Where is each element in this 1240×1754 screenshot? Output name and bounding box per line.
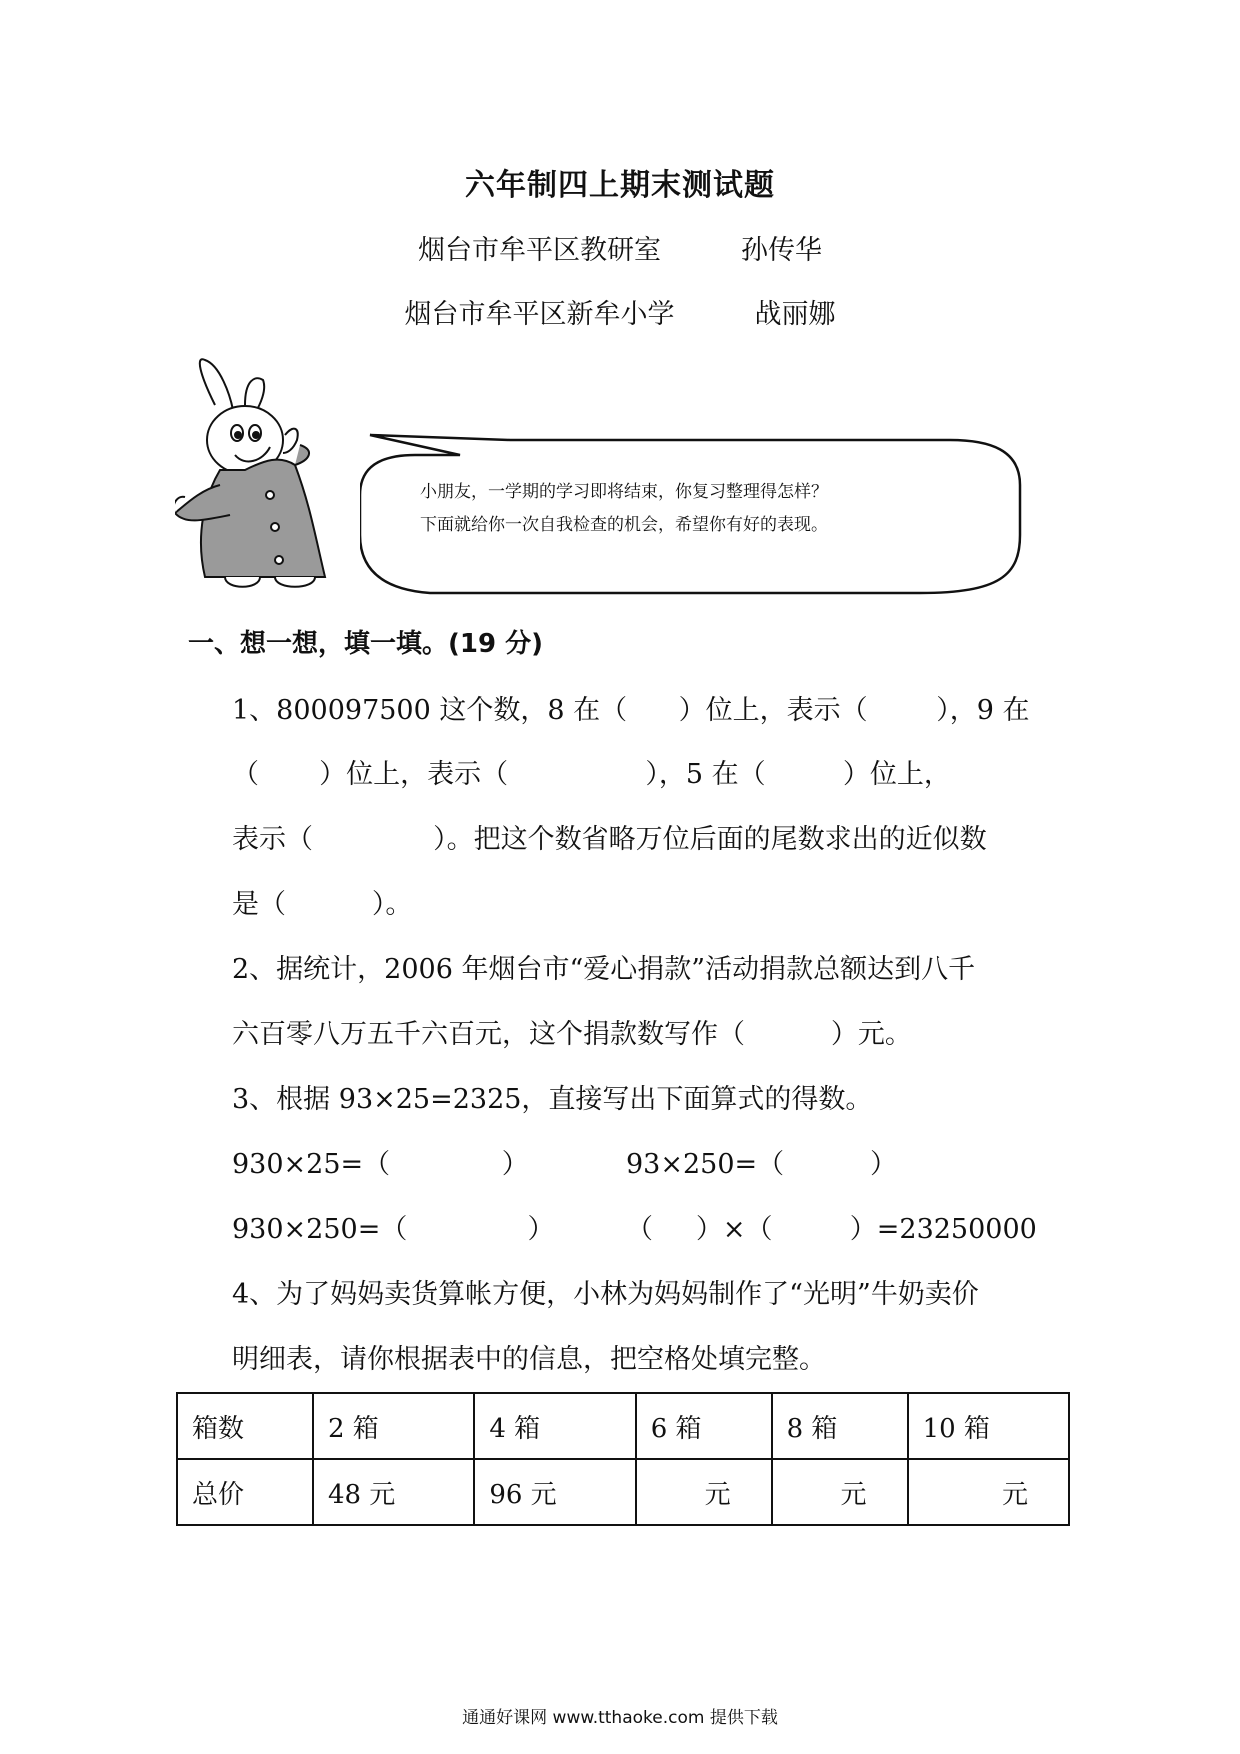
calc-item: 930×250=（ ） — [232, 1214, 555, 1245]
bubble-line: 小朋友，一学期的学习即将结束，你复习整理得怎样？ — [420, 482, 828, 502]
table-cell: 箱数 — [177, 1393, 313, 1459]
author-org: 烟台市牟平区教研室 — [418, 235, 661, 266]
table-cell: 总价 — [177, 1459, 313, 1525]
question-line: 4、为了妈妈卖货算帐方便，小林为妈妈制作了“光明”牛奶卖价 — [232, 1279, 979, 1310]
author-line-1 — [0, 228, 1240, 267]
table-cell-blank: 元 — [908, 1459, 1069, 1525]
footer-credit: 通通好课网 www.tthaoke.com 提供下载 — [462, 1708, 778, 1728]
question-line: 明细表，请你根据表中的信息，把空格处填完整。 — [232, 1344, 826, 1375]
calc-item: 930×25=（ ） — [232, 1149, 529, 1180]
table-cell: 6 箱 — [636, 1393, 772, 1459]
question-line: 表示（ ）。把这个数省略万位后面的尾数求出的近似数 — [232, 824, 987, 855]
table-cell: 96 元 — [474, 1459, 635, 1525]
table-cell: 4 箱 — [474, 1393, 635, 1459]
calc-item: 93×250=（ ） — [626, 1149, 897, 1180]
author-line-2 — [0, 292, 1240, 331]
question-line: 3、根据 93×25=2325，直接写出下面算式的得数。 — [232, 1084, 873, 1115]
table-cell: 8 箱 — [772, 1393, 908, 1459]
section-heading: 一、想一想，填一填。(19 分) — [188, 629, 543, 659]
author-name: 战丽娜 — [754, 299, 836, 330]
question-line: 2、据统计，2006 年烟台市“爱心捐款”活动捐款总额达到八千 — [232, 954, 976, 985]
table-row — [177, 1459, 1069, 1525]
bubble-line: 下面就给你一次自我检查的机会，希望你有好的表现。 — [420, 515, 828, 535]
bubble-text — [420, 476, 828, 542]
question-line: 1、800097500 这个数，8 在（ ）位上，表示（ ），9 在 — [232, 695, 1030, 726]
table-cell: 2 箱 — [313, 1393, 474, 1459]
table-cell: 10 箱 — [908, 1393, 1069, 1459]
price-table — [176, 1392, 1070, 1526]
question-line: （ ）位上，表示（ ），5 在（ ）位上， — [232, 759, 951, 790]
question-line: 六百零八万五千六百元，这个捐款数写作（ ）元。 — [232, 1019, 912, 1050]
rabbit-mascot-illustration — [175, 355, 365, 595]
table-cell-blank: 元 — [636, 1459, 772, 1525]
page-title: 六年制四上期末测试题 — [465, 168, 775, 203]
calc-item: （ ）×（ ）=23250000 — [626, 1214, 1037, 1245]
author-name: 孙传华 — [741, 235, 822, 266]
table-cell: 48 元 — [313, 1459, 474, 1525]
author-org: 烟台市牟平区新牟小学 — [404, 299, 675, 330]
table-cell-blank: 元 — [772, 1459, 908, 1525]
question-line: 是（ ）。 — [232, 889, 413, 920]
table-row — [177, 1393, 1069, 1459]
